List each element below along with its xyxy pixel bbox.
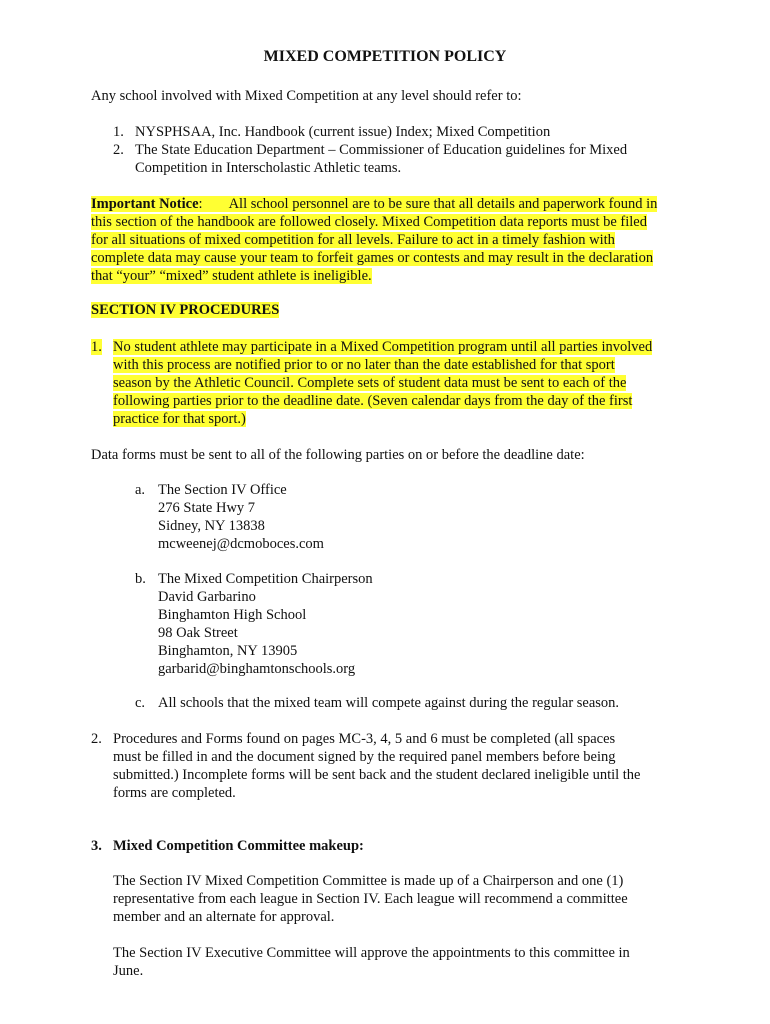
notice-line-4: complete data may cause your team to forfeit games or contests and may result in the declaration (91, 250, 654, 266)
party-a-email[interactable]: mcweenej@dcmoboces.com (158, 536, 324, 552)
procedure-2-num: 2. (91, 731, 102, 747)
procedure-3-heading: Mixed Competition Committee makeup: (113, 838, 364, 854)
ref-item-1 (135, 123, 550, 141)
party-b-letter: b. (135, 571, 146, 587)
procedure-3-para-1 (113, 872, 628, 926)
party-a-line-1: The Section IV Office (158, 482, 287, 498)
procedure-2-text (113, 730, 641, 802)
party-b-email[interactable]: garbarid@binghamtonschools.org (158, 661, 356, 677)
ref-item-2-line-1: The State Education Department – Commissioner of Education guidelines for Mixed (135, 142, 628, 158)
procedure-2-line-3: submitted.) Incomplete forms will be sent back and the student declared ineligible until the (113, 767, 641, 783)
section-heading (91, 301, 279, 319)
notice-line-3: for all situations of mixed competition for all levels. Failure to act in a timely fashion with (91, 232, 615, 248)
procedure-1-line-3: season by the Athletic Council. Complete sets of student data must be sent to each of the (113, 375, 627, 391)
procedure-1-text (113, 338, 652, 428)
procedure-3-para-2-line-1: The Section IV Executive Committee will approve the appointments to this committee in (113, 945, 630, 961)
party-b-line-5: Binghamton, NY 13905 (158, 643, 298, 659)
ref-item-2 (135, 141, 627, 177)
party-c-line-1: All schools that the mixed team will compete against during the regular season. (158, 695, 620, 711)
data-forms-intro: Data forms must be sent to all of the following parties on or before the deadline date: (91, 447, 585, 463)
procedure-1-num: 1. (91, 339, 102, 355)
procedure-3-para-1-line-3: member and an alternate for approval. (113, 909, 335, 925)
party-a-letter: a. (135, 482, 146, 498)
party-c-letter: c. (135, 695, 146, 711)
procedure-3-para-2-line-2: June. (113, 963, 144, 979)
ref-item-1-line: NYSPHSAA, Inc. Handbook (current issue) Index; Mixed Competition (135, 124, 551, 140)
procedure-1-line-2: with this process are notified prior to or no later than the date established for that sport (113, 357, 615, 373)
notice-colon: : (198, 196, 203, 212)
ref-number-1: 1. (113, 124, 124, 140)
procedure-1-number (91, 338, 102, 356)
procedure-1-line-4: following parties prior to the deadline date. (Seven calendar days from the day of the first (113, 393, 633, 409)
party-b-line-3: Binghamton High School (158, 607, 307, 623)
page-title: MIXED COMPETITION POLICY (263, 48, 507, 65)
procedure-2-line-1: Procedures and Forms found on pages MC-3, 4, 5 and 6 must be completed (all spaces (113, 731, 616, 747)
notice-line-1: All school personnel are to be sure that all details and paperwork found in (203, 196, 658, 212)
notice-line-5: that “your” “mixed” student athlete is ineligible. (91, 268, 372, 284)
procedure-2-line-2: must be filled in and the document signed by the required panel members before being (113, 749, 616, 765)
important-notice (91, 195, 657, 285)
party-b-address (158, 570, 373, 678)
procedure-3-para-1-line-2: representative from each league in Section IV. Each league will recommend a committee (113, 891, 628, 907)
notice-label: Important Notice (91, 196, 199, 212)
procedure-3-para-2 (113, 944, 630, 980)
procedure-3-para-1-line-1: The Section IV Mixed Competition Committee is made up of a Chairperson and one (1) (113, 873, 624, 889)
ref-number-2: 2. (113, 142, 124, 158)
party-a-line-3: Sidney, NY 13838 (158, 518, 265, 534)
party-a-address (158, 481, 324, 553)
party-b-line-1: The Mixed Competition Chairperson (158, 571, 373, 587)
procedure-1-line-5: practice for that sport.) (113, 411, 246, 427)
section-heading-text: SECTION IV PROCEDURES (91, 302, 280, 318)
procedure-3-num: 3. (91, 838, 102, 854)
intro-text: Any school involved with Mixed Competition at any level should refer to: (91, 88, 522, 104)
party-c-text (158, 694, 619, 712)
procedure-1-line-1: No student athlete may participate in a Mixed Competition program until all parties involved (113, 339, 653, 355)
procedure-2-line-4: forms are completed. (113, 785, 236, 801)
party-b-line-2: David Garbarino (158, 589, 256, 605)
notice-line-2: this section of the handbook are followed closely. Mixed Competition data reports must be filed (91, 214, 647, 230)
party-a-line-2: 276 State Hwy 7 (158, 500, 256, 516)
ref-item-2-line-2: Competition in Interscholastic Athletic teams. (135, 160, 402, 176)
party-b-line-4: 98 Oak Street (158, 625, 238, 641)
